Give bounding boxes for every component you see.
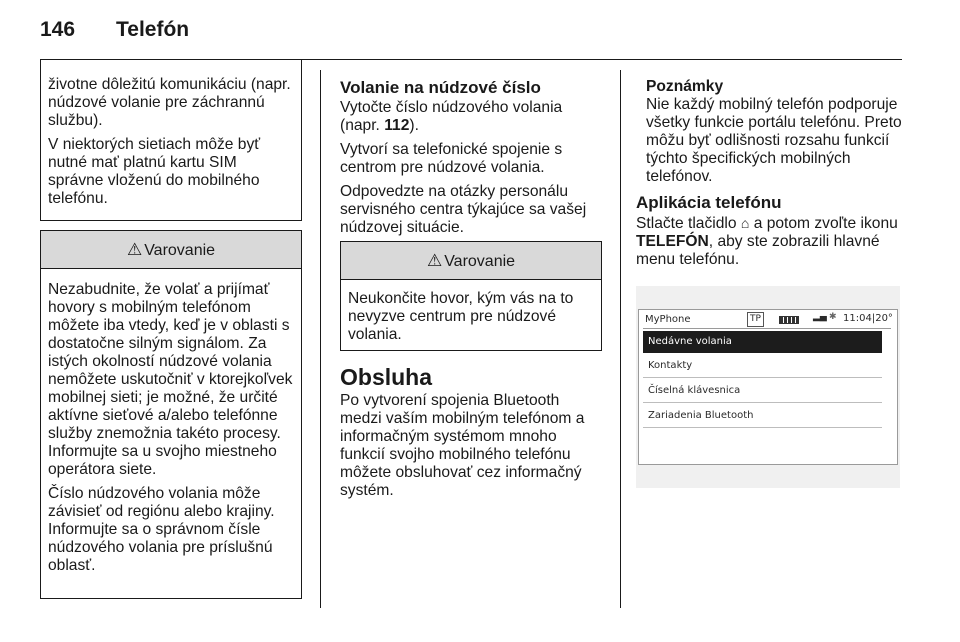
warning-paragraph-1: Nezabudnite, že volať a prijímať hovory s mobilným telefónom môžete iba vtedy, keď je v oblasti s dostatočne silným signálom. Za istých okolností núdzové volania nemôžete uskutočniť v ktorejkoľvek mobilnej sieti; je možné, že určité aktívne sieťové a/alebo telefónne služby znemožnia takéto procesy. Informujte sa u svojho miestneho operátora siete.	[48, 281, 293, 478]
operation-paragraph: Po vytvorení spojenia Bluetooth medzi vaším mobilným telefónom a informačným systémom mnoho funkcií svojho mobilného telefónu môžete obsluhovať cez informačný systém.	[340, 392, 585, 499]
warning-box-1	[40, 230, 302, 599]
emergency-paragraph-2: Vytvorí sa telefonické spojenie s centrom pre núdzové volania.	[340, 141, 563, 176]
page-title: Telefón	[116, 18, 190, 41]
notes-heading: Poznámky	[646, 78, 724, 95]
emergency-paragraph-1: Vytočte číslo núdzového volania (napr. 112).	[340, 99, 563, 134]
signal-icon: ▂▄	[813, 312, 827, 322]
menu-item-bluetooth-devices[interactable]: Zariadenia Bluetooth	[643, 405, 882, 428]
bluetooth-icon: ✱	[829, 312, 837, 322]
notes-section	[646, 78, 904, 192]
menu-item-contacts[interactable]: Kontakty	[643, 355, 882, 378]
warning-paragraph-2: Číslo núdzového volania môže závisieť od regiónu alebo krajiny. Informujte sa o správnom čísle núdzového volania pre príslušnú oblasť.	[48, 485, 275, 574]
status-divider	[643, 328, 891, 329]
app-heading: Aplikácia telefónu	[636, 193, 782, 212]
emergency-heading: Volanie na núdzové číslo	[340, 78, 541, 97]
column-rule-1	[320, 70, 321, 608]
intro-paragraph-1: životne dôležitú komunikáciu (napr. núdzové volanie pre záchrannú službu).	[48, 76, 291, 129]
app-paragraph: Stlačte tlačidlo ⌂ a potom zvoľte ikonu TELEFÓN, aby ste zobrazili hlavné menu telefónu.	[636, 215, 898, 268]
warning-triangle-icon: ⚠	[126, 240, 143, 259]
column-rule-2	[620, 70, 621, 608]
warning-triangle-icon: ⚠	[426, 251, 443, 270]
warning-title-2: Varovanie	[444, 253, 516, 270]
column-2	[340, 78, 602, 243]
operation-section	[340, 364, 602, 506]
menu-item-keypad[interactable]: Číselná klávesnica	[643, 380, 882, 403]
tp-badge: TP	[747, 312, 764, 327]
device-name: MyPhone	[645, 314, 691, 325]
emergency-number: 112	[384, 117, 410, 134]
warning-box-2	[340, 241, 602, 351]
app-section	[636, 193, 900, 275]
warning-title-1: Varovanie	[144, 242, 216, 259]
warning-text-2: Neukončite hovor, kým vás na to nevyzve centrum pre núdzové volania.	[348, 290, 574, 343]
intro-paragraph-2: V niektorých sietiach môže byť nutné mať platnú kartu SIM správne vloženú do mobilného telefónu.	[48, 136, 261, 207]
intro-box	[40, 60, 302, 221]
status-clock: 11:04|20°	[843, 313, 893, 324]
page-number: 146	[40, 18, 76, 41]
battery-icon	[779, 316, 799, 324]
phone-screen	[638, 309, 898, 465]
phone-icon-label: TELEFÓN	[636, 233, 709, 250]
operation-heading: Obsluha	[340, 364, 433, 390]
emergency-paragraph-3: Odpovedzte na otázky personálu servisného centra týkajúce sa vašej núdzovej situácie.	[340, 183, 587, 236]
home-icon: ⌂	[740, 215, 750, 231]
warning-header-1	[41, 231, 301, 269]
notes-text: Nie každý mobilný telefón podporuje všetky funkcie portálu telefónu. Preto môžu byť odlišnosti rozsahu funkcií týchto špecifických mobilných telefónov.	[646, 96, 902, 185]
warning-header-2	[341, 242, 601, 280]
menu-item-recent-calls[interactable]: Nedávne volania	[643, 331, 882, 353]
